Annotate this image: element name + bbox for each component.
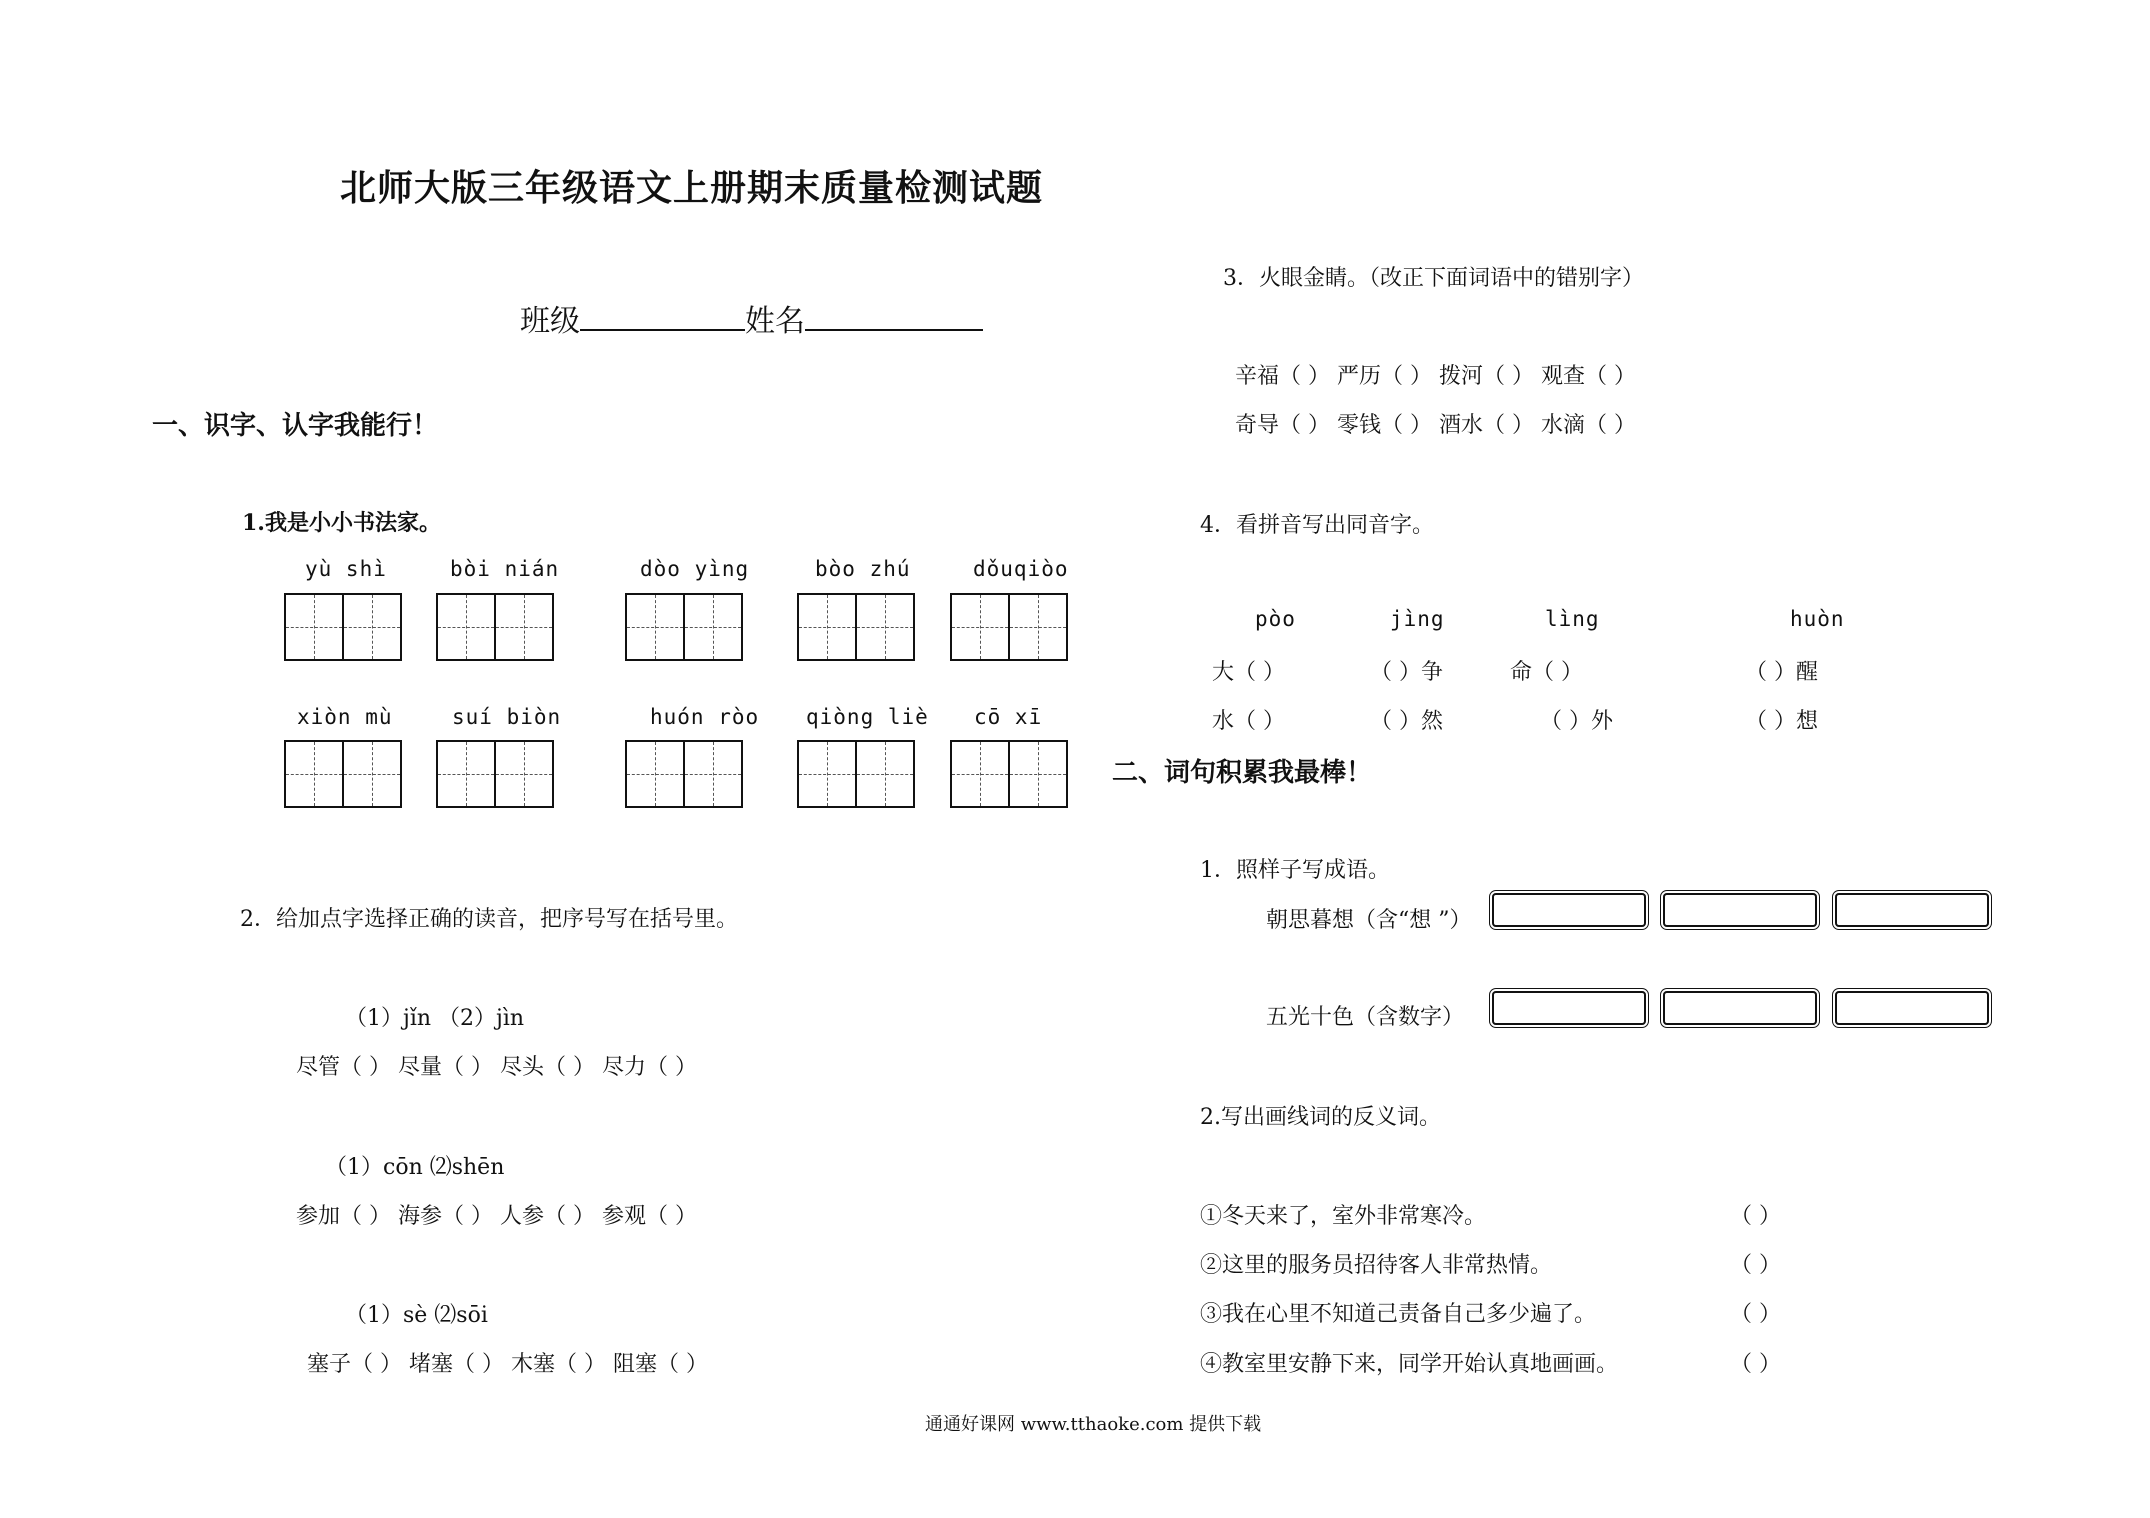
q4-blank[interactable]: 水（ ） <box>1212 709 1285 734</box>
section-1-heading: 一、识字、认字我能行！ <box>152 411 439 441</box>
q2-items-2[interactable]: 参加（ ） 海参（ ） 人参（ ） 参观（ ） <box>296 1204 697 1229</box>
q2-options-1: （1）jǐn （2）jìn <box>345 1006 525 1031</box>
pinyin-label: dòo yìng <box>640 557 750 581</box>
writing-grid[interactable] <box>950 740 1068 808</box>
pinyin-label: xiòn mù <box>297 705 393 729</box>
q4-blank[interactable]: （ ）想 <box>1745 709 1818 734</box>
answer-box[interactable] <box>1492 893 1646 927</box>
q3-line-1[interactable]: 辛福（ ） 严历（ ） 拨河（ ） 观查（ ） <box>1235 364 1636 389</box>
writing-grid[interactable] <box>625 593 743 661</box>
q1-title: 1.我是小小书法家。 <box>242 510 441 536</box>
q2-items-3[interactable]: 塞子（ ） 堵塞（ ） 木塞（ ） 阻塞（ ） <box>307 1352 708 1377</box>
answer-box[interactable] <box>1663 991 1817 1025</box>
q3-title: 3．火眼金睛。（改正下面词语中的错别字） <box>1223 266 1644 291</box>
writing-grid[interactable] <box>436 740 554 808</box>
q4-title: 4．看拼音写出同音字。 <box>1200 513 1434 538</box>
pinyin-label: suí biòn <box>452 705 562 729</box>
class-name-line <box>520 296 983 340</box>
class-label: 班级 <box>520 304 580 339</box>
name-blank[interactable] <box>805 299 983 331</box>
s2q1-title: 1．照样子写成语。 <box>1200 858 1390 883</box>
pinyin-label: jìng <box>1390 607 1445 631</box>
page-title: 北师大版三年级语文上册期末质量检测试题 <box>340 167 1044 209</box>
s2q2-item: ②这里的服务员招待客人非常热情。 <box>1200 1253 1553 1278</box>
s2q2-item: ③我在心里不知道己责备自己多少遍了。 <box>1200 1302 1597 1327</box>
q4-blank[interactable]: （ ）争 <box>1370 660 1443 685</box>
name-label: 姓名 <box>745 304 805 339</box>
s2q1-example-1: 朝思暮想（含“想 ”） <box>1266 908 1472 933</box>
q3-line-2[interactable]: 奇导（ ） 零钱（ ） 酒水（ ） 水滴（ ） <box>1235 413 1636 438</box>
pinyin-label: bòi nián <box>450 557 560 581</box>
answer-box[interactable] <box>1835 991 1989 1025</box>
q4-blank[interactable]: （ ）醒 <box>1745 660 1818 685</box>
pinyin-label: huòn <box>1790 607 1845 631</box>
q4-blank[interactable]: （ ）然 <box>1370 709 1443 734</box>
pinyin-label: huón ròo <box>650 705 760 729</box>
writing-grid[interactable] <box>436 593 554 661</box>
section-2-heading: 二、词句积累我最棒！ <box>1112 758 1373 788</box>
s2q2-item: ①冬天来了，室外非常寒冷。 <box>1200 1204 1487 1229</box>
pinyin-label: yù shì <box>305 557 387 581</box>
pinyin-label: qiòng liè <box>806 705 929 729</box>
q4-blank[interactable]: 大（ ） <box>1212 660 1285 685</box>
pinyin-label: pòo <box>1255 607 1296 631</box>
q2-title: 2．给加点字选择正确的读音，把序号写在括号里。 <box>240 907 738 932</box>
answer-paren[interactable]: （ ） <box>1730 1352 1781 1377</box>
pinyin-label: lìng <box>1545 607 1600 631</box>
answer-box[interactable] <box>1492 991 1646 1025</box>
writing-grid[interactable] <box>284 593 402 661</box>
answer-paren[interactable]: （ ） <box>1730 1253 1781 1278</box>
q4-blank[interactable]: （ ）外 <box>1540 709 1613 734</box>
q2-items-1[interactable]: 尽管（ ） 尽量（ ） 尽头（ ） 尽力（ ） <box>296 1055 697 1080</box>
s2q1-example-2: 五光十色（含数字） <box>1266 1005 1465 1030</box>
q2-options-3: （1）sè ⑵sōi <box>345 1303 488 1328</box>
s2q2-item: ④教室里安静下来，同学开始认真地画画。 <box>1200 1352 1619 1377</box>
writing-grid[interactable] <box>284 740 402 808</box>
q2-options-2: （1）cōn ⑵shēn <box>325 1155 505 1180</box>
pinyin-label: cō xī <box>974 705 1043 729</box>
q4-blank[interactable]: 命（ ） <box>1510 660 1583 685</box>
pinyin-label: dǒuqiòo <box>973 557 1069 581</box>
writing-grid[interactable] <box>625 740 743 808</box>
writing-grid[interactable] <box>797 740 915 808</box>
class-blank[interactable] <box>580 299 745 331</box>
answer-paren[interactable]: （ ） <box>1730 1204 1781 1229</box>
pinyin-label: bòo zhú <box>815 557 911 581</box>
answer-box[interactable] <box>1835 893 1989 927</box>
answer-paren[interactable]: （ ） <box>1730 1302 1781 1327</box>
writing-grid[interactable] <box>797 593 915 661</box>
s2q2-title: 2.写出画线词的反义词。 <box>1200 1105 1441 1130</box>
writing-grid[interactable] <box>950 593 1068 661</box>
footer-source: 通通好课网 www.tthaoke.com 提供下载 <box>925 1414 1262 1435</box>
answer-box[interactable] <box>1663 893 1817 927</box>
